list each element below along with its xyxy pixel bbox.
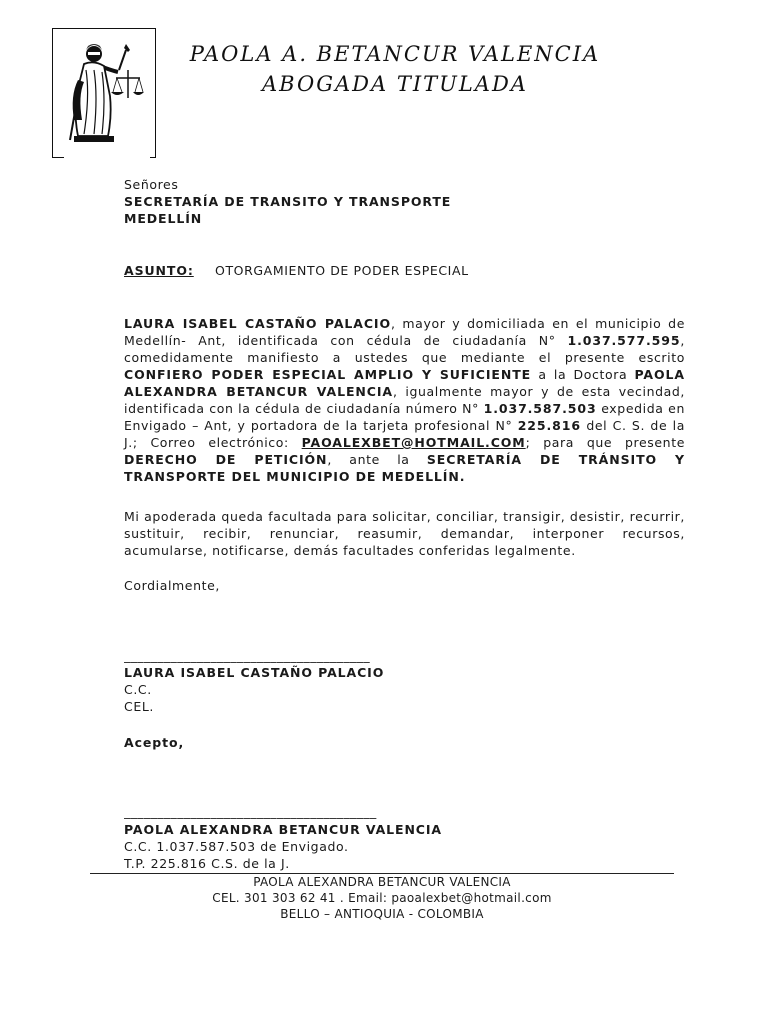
subject-row	[124, 263, 469, 278]
body-paragraph-1-segment: 225.816	[517, 418, 581, 433]
closing: Cordialmente,	[124, 578, 220, 593]
body-paragraph-1-segment: LAURA ISABEL CASTAÑO PALACIO	[124, 316, 392, 331]
body-paragraph-1-segment: 1.037.577.595	[567, 333, 681, 348]
body-paragraph-1-segment: PAOLA ALEXANDRA BETANCUR VALENCIA	[124, 367, 685, 399]
signer-2-name: PAOLA ALEXANDRA BETANCUR VALENCIA	[124, 822, 443, 837]
signer-1-cel: CEL.	[124, 699, 154, 714]
body-paragraph-1-segment: a la Doctora	[531, 367, 635, 382]
body-paragraph-1-segment: , igualmente mayor y de esta vecindad, identificada con la cédula de ciudadanía número N°	[124, 384, 685, 416]
body-paragraph-1-segment: ; para que presente	[525, 435, 685, 450]
acceptance-label: Acepto,	[124, 735, 185, 750]
footer-contact: CEL. 301 303 62 41 . Email: paoalexbet@hotmail.com	[212, 891, 552, 905]
body-paragraph-1-segment: 1.037.587.503	[483, 401, 597, 416]
logo-border-tick-left	[52, 157, 64, 158]
body-paragraph-1-segment: expedida en Envigado – Ant, y portadora de la tarjeta profesional N°	[124, 401, 685, 433]
addressee-entity: SECRETARÍA DE TRANSITO Y TRANSPORTE	[124, 194, 452, 209]
body-paragraph-1-segment: DERECHO DE PETICIÓN	[124, 452, 328, 467]
body-paragraph-1-segment: , comedidamente manifiesto a ustedes que mediante el presente escrito	[124, 333, 685, 365]
subject-value: OTORGAMIENTO DE PODER ESPECIAL	[215, 263, 469, 278]
footer-location: BELLO – ANTIOQUIA - COLOMBIA	[280, 907, 484, 921]
header-name: PAOLA A. BETANCUR VALENCIA	[189, 42, 601, 66]
addressee-city: MEDELLÍN	[124, 211, 203, 226]
signature-line-1: _____________________________________	[124, 648, 371, 663]
lady-justice-icon	[64, 36, 144, 144]
body-paragraph-1-segment: , mayor y domiciliada en el municipio de Medellín- Ant, identificada con cédula de ciudadanía N°	[124, 316, 686, 348]
signer-1-name: LAURA ISABEL CASTAÑO PALACIO	[124, 665, 385, 680]
body-paragraph-1-segment: SECRETARÍA DE TRÁNSITO Y TRANSPORTE DEL MUNICIPIO DE MEDELLÍN.	[124, 452, 685, 484]
logo-frame	[52, 28, 156, 158]
body-paragraph-1-segment: , ante la	[327, 452, 427, 467]
body-paragraph-2: Mi apoderada queda facultada para solicitar, conciliar, transigir, desistir, recurrir, sustituir, recibir, renunciar, reasumir, demandar, interponer recursos, acumularse, notificarse, demás facultades conferidas legalmente.	[124, 509, 685, 558]
header-profession: ABOGADA TITULADA	[262, 72, 528, 96]
body-paragraph-1-segment: CONFIERO PODER ESPECIAL AMPLIO Y SUFICIENTE	[124, 367, 532, 382]
signer-2-tp: T.P. 225.816 C.S. de la J.	[124, 856, 290, 871]
body-paragraph-1-segment: del C. S. de la J.; Correo electrónico:	[124, 418, 685, 450]
signer-2-cc: C.C. 1.037.587.503 de Envigado.	[124, 839, 349, 854]
salutation: Señores	[124, 177, 179, 192]
body-paragraph-1	[124, 315, 685, 485]
subject-label: ASUNTO:	[124, 263, 194, 278]
email-link[interactable]: PAOALEXBET@HOTMAIL.COM	[301, 435, 526, 450]
logo-border-tick-right	[150, 157, 156, 158]
signer-1-cc: C.C.	[124, 682, 152, 697]
signature-line-2: ______________________________________	[124, 804, 377, 819]
footer-name: PAOLA ALEXANDRA BETANCUR VALENCIA	[253, 875, 511, 889]
